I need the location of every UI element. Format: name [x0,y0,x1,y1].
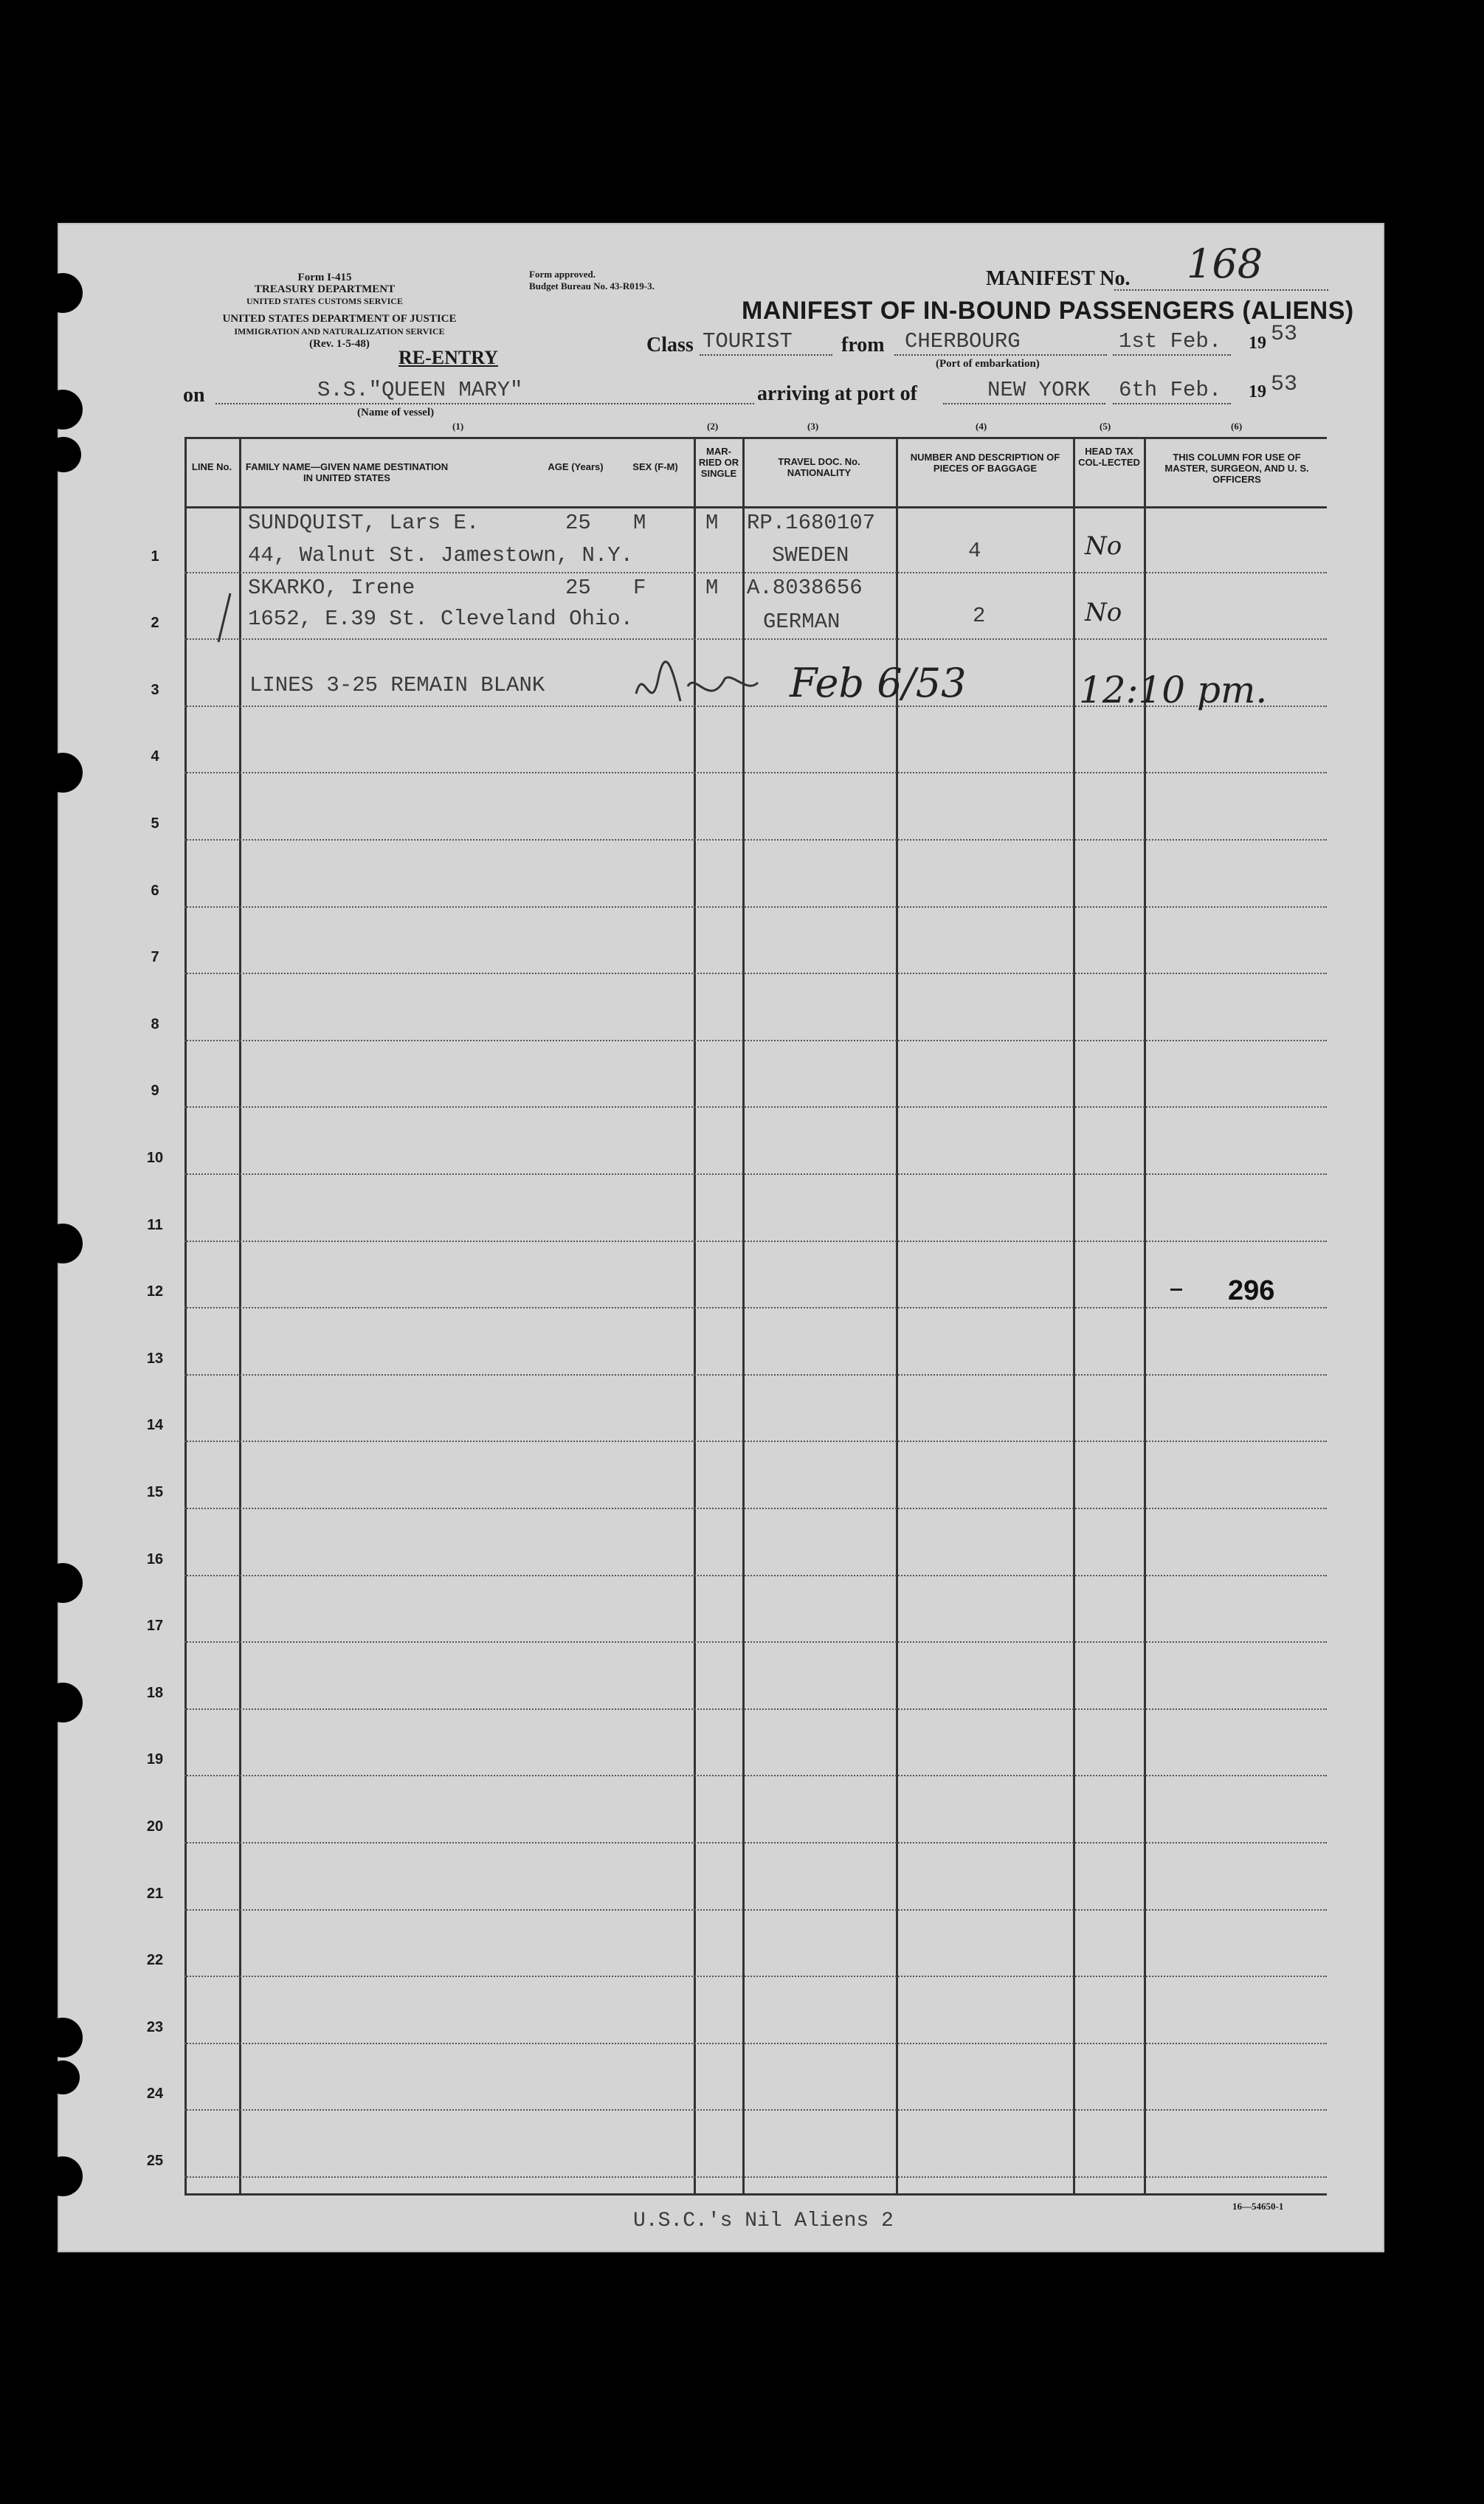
embark-date: 1st Feb. [1119,329,1222,353]
vessel-name: S.S."QUEEN MARY" [317,378,523,402]
header-name: FAMILY NAME—GIVEN NAME DESTINATION IN UNITED STATES [245,461,449,483]
line-number: 19 [146,1751,164,1768]
line-number: 12 [146,1283,164,1300]
binder-hole [43,2018,83,2058]
rule [700,354,832,356]
budget-bureau: Budget Bureau No. 43-R019-3. [529,280,655,292]
row-rule [184,1775,1327,1776]
port-embark-caption: (Port of embarkation) [936,358,1040,370]
line-number: 22 [146,1952,164,1969]
passenger-1-doc: RP.1680107 [747,511,876,535]
passenger-1-name: SUNDQUIST, Lars E. [248,511,480,535]
line-number: 10 [146,1150,164,1166]
binder-hole [46,2060,80,2094]
tick-mark [208,590,238,649]
passenger-1-destination: 44, Walnut St. Jamestown, N.Y. [248,543,634,568]
manifest-no-label: MANIFEST No. [986,267,1131,290]
embark-port: CHERBOURG [905,329,1021,353]
lines-blank-note: LINES 3-25 REMAIN BLANK [249,673,545,697]
line-number: 16 [146,1551,164,1567]
col-number: (6) [1231,421,1243,432]
header-head-tax: HEAD TAX COL-LECTED [1078,446,1140,468]
rule [1113,354,1231,356]
revision-date: (Rev. 1-5-48) [309,338,370,350]
stamp-number: 296 [1228,1275,1275,1306]
row-rule [184,1508,1327,1509]
rule [1114,289,1328,291]
line-number: 25 [146,2153,164,2169]
passenger-2-name: SKARKO, Irene [248,576,415,600]
line-number: 7 [151,949,159,966]
manifest-number: 168 [1187,241,1263,287]
table-header-rule [184,506,1327,508]
arrival-date: 6th Feb. [1119,378,1222,402]
row-rule [184,906,1327,908]
dept-treasury: TREASURY DEPARTMENT [254,283,396,295]
binder-hole [43,1683,83,1722]
table-top-rule [184,437,1327,439]
class-label: Class [646,334,694,356]
line-number: 14 [146,1417,164,1434]
row-rule [184,973,1327,974]
rule [1113,403,1231,404]
vessel-caption: (Name of vessel) [357,407,435,418]
binder-hole [43,2156,83,2196]
table-left-border [184,437,187,2196]
footer-summary: U.S.C.'s Nil Aliens 2 [633,2210,894,2232]
arriving-label: arriving at port of [757,382,917,405]
row-rule [184,1307,1327,1308]
line-number: 17 [146,1618,164,1635]
passenger-1-nationality: SWEDEN [772,543,849,568]
header-married: MAR-RIED OR SINGLE [698,446,739,479]
row-rule [184,1909,1327,1911]
row-rule [184,1374,1327,1376]
handwritten-date: Feb 6/53 [790,660,967,706]
line-number: 11 [147,1216,163,1233]
col-number: (5) [1100,421,1111,432]
binder-hole [43,390,83,430]
line-number: 6 [151,882,159,899]
line-number: 24 [146,2086,164,2103]
binder-hole [43,753,83,793]
manifest-title: MANIFEST OF IN-BOUND PASSENGERS (ALIENS) [742,297,1354,325]
handwritten-time: 12:10 pm. [1079,669,1268,711]
class-value: TOURIST [703,329,793,353]
table-bottom-rule [184,2193,1327,2196]
column-divider [1073,437,1075,2196]
row-rule [184,2043,1327,2044]
row-rule [184,1173,1327,1175]
line-number: 20 [146,1818,164,1835]
header-age: AGE (Years) [548,461,604,472]
column-divider [239,437,241,2196]
form-number: Form I-415 [297,272,352,283]
passenger-1-age: 25 [565,511,591,535]
row-rule [184,1575,1327,1576]
dept-customs: UNITED STATES CUSTOMS SERVICE [246,296,403,306]
binder-hole [43,273,83,313]
row-rule [184,2176,1327,2178]
dash-mark [1170,1289,1182,1291]
line-number: 13 [146,1350,164,1367]
line-number: 2 [151,615,159,632]
row-rule [184,638,1327,640]
dept-immigration: IMMIGRATION AND NATURALIZATION SERVICE [234,326,445,337]
passenger-2-head-tax: No [1085,598,1122,627]
header-line-no: LINE No. [191,461,232,472]
passenger-1-baggage: 4 [968,539,981,563]
header-officers: THIS COLUMN FOR USE OF MASTER, SURGEON, AND U. S. OFFICERS [1164,452,1309,485]
line-number: 5 [151,815,159,832]
line-number: 23 [146,2018,164,2035]
rule [894,354,1107,356]
line-number: 3 [151,681,159,698]
row-rule [184,1441,1327,1442]
header-baggage: NUMBER AND DESCRIPTION OF PIECES OF BAGGAGE [910,452,1060,474]
binder-hole [43,1563,83,1603]
year-prefix: 19 [1249,334,1266,353]
rule [943,403,1105,404]
line-number: 9 [151,1083,159,1100]
passenger-2-baggage: 2 [973,604,986,628]
row-rule [184,1040,1327,1041]
line-number: 8 [151,1015,159,1032]
passenger-2-doc: A.8038656 [747,576,863,600]
year-prefix: 19 [1249,382,1266,401]
row-rule [184,772,1327,773]
passenger-2-sex: F [633,576,646,600]
col-number: (2) [707,421,719,432]
form-approved: Form approved. [529,269,596,280]
col-number: (1) [452,421,464,432]
binder-hole [43,1224,83,1263]
passenger-2-nationality: GERMAN [763,610,841,634]
from-label: from [841,334,885,356]
row-rule [184,1641,1327,1643]
line-number: 1 [151,548,159,565]
col-number: (3) [807,421,819,432]
arrival-port: NEW YORK [987,378,1091,402]
line-number: 21 [146,1885,164,1902]
passenger-1-head-tax: No [1085,531,1122,561]
row-rule [184,572,1327,573]
arrival-year: 53 [1271,372,1298,397]
row-rule [184,839,1327,841]
embark-year: 53 [1271,322,1298,347]
passenger-1-sex: M [633,511,646,535]
on-label: on [183,384,205,407]
passenger-1-married: M [705,511,719,535]
passenger-2-destination: 1652, E.39 St. Cleveland Ohio. [248,607,634,631]
row-rule [184,1708,1327,1710]
rule [215,403,754,404]
line-number: 18 [146,1684,164,1701]
row-rule [184,1241,1327,1242]
header-travel-doc: TRAVEL DOC. No. NATIONALITY [778,456,860,478]
line-number: 4 [151,748,159,765]
row-rule [184,2109,1327,2111]
col-number: (4) [976,421,987,432]
row-rule [184,1842,1327,1843]
line-number: 15 [146,1484,164,1500]
re-entry-label: RE-ENTRY [398,347,498,368]
form-code: 16—54650-1 [1232,2201,1284,2212]
dept-justice: UNITED STATES DEPARTMENT OF JUSTICE [222,313,457,325]
row-rule [184,1106,1327,1108]
row-rule [184,1976,1327,1977]
passenger-2-married: M [705,576,719,600]
passenger-2-age: 25 [565,576,591,600]
header-sex: SEX (F-M) [632,461,678,472]
binder-hole [46,437,81,472]
